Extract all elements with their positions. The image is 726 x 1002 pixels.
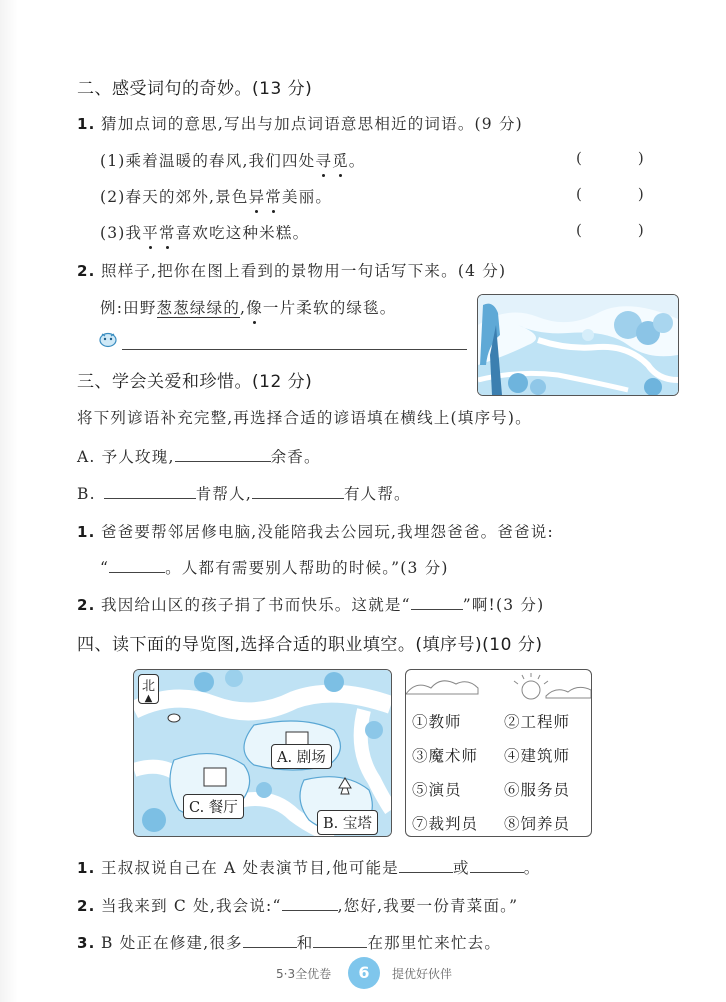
landscape-picture [477,294,679,396]
question-4-3 [77,931,501,953]
item-text: 。 [348,152,366,170]
example-line [100,296,397,318]
item-2-1-1 [100,149,366,171]
item-text: 美丽。 [282,188,333,206]
question-text: B 处正在修建,很多 [101,934,243,952]
item-text: (3)我 [100,224,143,242]
question-number: 2. [77,596,96,614]
question-text: ”啊!(3 分) [462,596,545,614]
mascot-icon [98,330,118,348]
blank-line[interactable] [282,909,338,911]
map-label-c: C. 餐厅 [183,794,244,819]
proverb-text: 肯帮人, [195,485,252,503]
paren-open: ( [576,185,582,203]
dotted-char: 寻 [315,149,332,171]
example-text: 一片柔软的绿毯。 [262,299,397,317]
job-option: ①教师 [412,713,462,731]
proverb-text: A. 予人玫瑰, [77,448,175,466]
answer-paren-3[interactable] [576,221,644,239]
guide-map [133,669,392,837]
proverb-text: B. [77,485,96,503]
question-2-1 [77,112,523,134]
paren-open: ( [576,221,582,239]
item-2-1-3 [100,221,309,243]
paren-close: ) [637,185,644,203]
footer-slogan: 提优好伙伴 [392,967,453,981]
paren-open: ( [576,149,582,167]
question-text: 。人都有需要别人帮助的时候。”(3 分) [165,559,449,577]
question-number: 2. [77,897,96,915]
proverb-text: 有人帮。 [343,485,411,503]
example-text: 例:田野 [100,299,157,317]
question-text: 。 [523,859,541,877]
north-label: 北 [142,679,156,694]
answer-line[interactable] [122,349,467,350]
dotted-char: 常 [159,221,176,243]
question-text: 当我来到 C 处,我会说:“ [101,897,282,915]
job-option: ③魔术师 [412,747,479,765]
question-number: 1. [77,859,96,877]
question-text: “ [100,559,110,577]
question-text: ,您好,我要一份青菜面。” [337,897,519,915]
footer-brand: 5·3全优卷 [276,967,332,981]
question-3-1 [77,520,554,542]
item-text: (1)乘着温暖的春风,我们四处 [100,152,316,170]
section-3-title: 三、学会关爱和珍惜。(12 分) [77,372,313,392]
blank-line[interactable] [243,946,297,948]
question-text: 和 [296,934,314,952]
blank-line[interactable] [175,460,271,462]
example-underlined: 葱葱绿绿的 [156,299,241,317]
job-option: ⑧饲养员 [504,815,571,833]
job-option: ⑦裁判员 [412,815,479,833]
question-text: 我因给山区的孩子捐了书而快乐。这就是“ [101,596,411,614]
question-4-2 [77,894,518,916]
landscape-illustration [478,295,678,395]
dotted-char: 异 [249,185,266,207]
question-text: 爸爸要帮邻居修电脑,没能陪我去公园玩,我埋怨爸爸。爸爸说: [101,523,554,541]
dotted-char: 平 [142,221,159,243]
blank-line[interactable] [470,871,524,873]
item-2-1-2 [100,185,332,207]
question-number: 3. [77,934,96,952]
job-option: ④建筑师 [504,747,571,765]
section-2-title: 二、感受词句的奇妙。(13 分) [77,79,313,99]
proverb-a [77,445,321,467]
map-label-a: A. 剧场 [271,744,332,769]
question-2-2 [77,259,506,281]
blank-line[interactable] [399,871,453,873]
question-3-2 [77,593,544,615]
blank-line[interactable] [104,497,196,499]
question-text: 在那里忙来忙去。 [367,934,502,952]
paren-close: ) [637,149,644,167]
item-text: (2)春天的郊外,景色 [100,188,249,206]
blank-line[interactable] [109,571,165,573]
job-option: ⑥服务员 [504,781,571,799]
dotted-char: 觅 [332,149,349,171]
question-text: 猜加点词的意思,写出与加点词语意思相近的词语。(9 分) [101,115,523,133]
page-number: 6 [348,957,380,989]
dotted-char: 像 [246,296,263,318]
north-marker: 北 ▲ [138,674,159,704]
item-text: 喜欢吃这种米糕。 [175,224,310,242]
section-3-instruction: 将下列谚语补充完整,再选择合适的谚语填在横线上(填序号)。 [77,409,532,427]
job-option: ⑤演员 [412,781,462,799]
answer-paren-1[interactable] [576,149,644,167]
question-number: 1. [77,523,96,541]
map-label-b: B. 宝塔 [317,810,378,835]
section-4-title: 四、读下面的导览图,选择合适的职业填空。(填序号)(10 分) [77,635,543,655]
question-text: 照样子,把你在图上看到的景物用一句话写下来。(4 分) [101,262,507,280]
question-number: 1. [77,115,96,133]
dotted-char: 常 [265,185,282,207]
blank-line[interactable] [252,497,344,499]
blank-line[interactable] [411,608,463,610]
paren-close: ) [637,221,644,239]
question-number: 2. [77,262,96,280]
example-text: , [240,299,247,317]
jobs-box [405,669,592,837]
question-3-1-line2 [100,556,449,578]
blank-line[interactable] [313,946,367,948]
question-4-1 [77,856,540,878]
clouds-sun-icon [406,670,591,702]
job-option: ②工程师 [504,713,571,731]
proverb-text: 余香。 [270,448,321,466]
question-text: 或 [452,859,470,877]
answer-paren-2[interactable] [576,185,644,203]
question-text: 王叔叔说自己在 A 处表演节目,他可能是 [101,859,399,877]
proverb-b [77,482,411,504]
